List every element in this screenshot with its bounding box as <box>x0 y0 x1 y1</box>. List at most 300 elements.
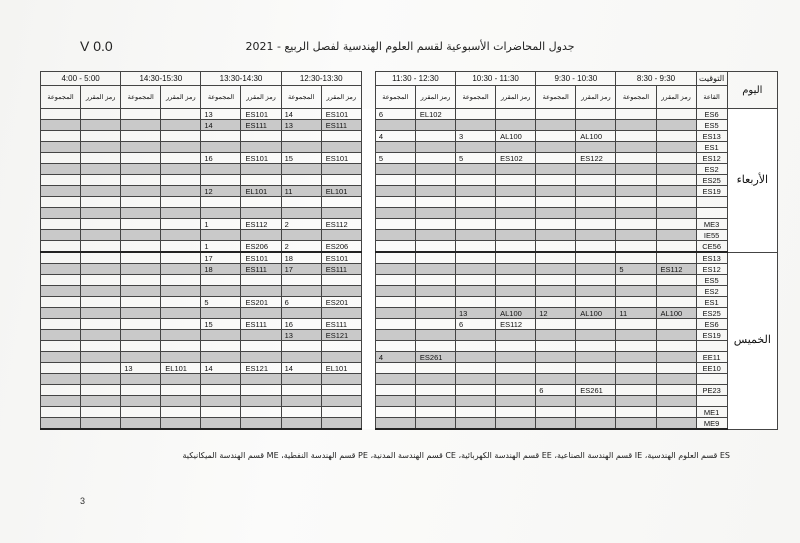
course-code-cell <box>161 418 201 430</box>
group-cell <box>456 197 496 208</box>
column-separator <box>361 264 375 275</box>
group-cell <box>536 352 576 363</box>
course-code-cell <box>496 385 536 396</box>
course-code-cell <box>415 208 455 219</box>
group-cell: 14 <box>201 120 241 131</box>
table-row <box>41 286 778 297</box>
course-code-cell <box>161 252 201 264</box>
table-row <box>41 164 778 175</box>
group-cell <box>201 418 241 430</box>
hall-cell: ES12 <box>696 153 727 164</box>
hall-cell: CE56 <box>696 241 727 253</box>
table-row <box>41 363 778 374</box>
course-code-cell: ES112 <box>241 219 281 230</box>
group-cell <box>375 396 415 407</box>
time-slot-header: 9:30 - 10:30 <box>536 72 616 86</box>
group-cell <box>201 308 241 319</box>
course-code-cell <box>656 164 696 175</box>
table-row <box>41 396 778 407</box>
group-cell <box>616 341 656 352</box>
course-code-cell <box>415 374 455 385</box>
group-cell <box>616 319 656 330</box>
course-code-cell <box>496 374 536 385</box>
group-cell <box>201 230 241 241</box>
course-code-column-header: رمز المقرر <box>496 86 536 109</box>
group-cell <box>201 197 241 208</box>
course-code-column-header: رمز المقرر <box>241 86 281 109</box>
hall-cell <box>696 208 727 219</box>
course-code-cell: ES111 <box>241 264 281 275</box>
group-cell <box>616 374 656 385</box>
course-code-cell <box>496 186 536 197</box>
group-cell <box>121 374 161 385</box>
group-cell <box>281 164 321 175</box>
course-code-cell <box>656 363 696 374</box>
table-row <box>41 341 778 352</box>
column-separator <box>361 208 375 219</box>
course-code-cell <box>161 142 201 153</box>
course-code-cell <box>241 230 281 241</box>
group-cell <box>41 197 81 208</box>
hall-cell: ES5 <box>696 120 727 131</box>
time-slot-header: 13:30-14:30 <box>201 72 281 86</box>
group-cell <box>121 418 161 430</box>
course-code-cell <box>81 208 121 219</box>
course-code-cell <box>415 297 455 308</box>
group-cell <box>41 407 81 418</box>
course-code-cell <box>81 186 121 197</box>
column-label-header-row <box>41 86 778 109</box>
hall-cell <box>696 374 727 385</box>
course-code-cell <box>576 264 616 275</box>
group-cell <box>281 308 321 319</box>
group-cell <box>121 264 161 275</box>
course-code-cell: ES101 <box>241 109 281 120</box>
hall-cell: ES19 <box>696 186 727 197</box>
column-separator <box>361 175 375 186</box>
course-code-cell: EL101 <box>321 186 361 197</box>
group-cell <box>375 330 415 341</box>
course-code-cell: ES121 <box>321 330 361 341</box>
table-row <box>41 142 778 153</box>
course-code-cell <box>321 175 361 186</box>
group-cell <box>281 374 321 385</box>
course-code-cell <box>321 164 361 175</box>
hall-cell: ME9 <box>696 418 727 430</box>
group-cell <box>616 363 656 374</box>
table-row <box>41 385 778 396</box>
course-code-cell <box>81 385 121 396</box>
course-code-cell <box>241 131 281 142</box>
course-code-cell: ES112 <box>496 319 536 330</box>
group-cell <box>456 396 496 407</box>
course-code-cell <box>81 164 121 175</box>
group-cell <box>281 286 321 297</box>
course-code-cell <box>656 407 696 418</box>
course-code-cell <box>656 352 696 363</box>
course-code-cell <box>241 341 281 352</box>
group-cell <box>536 275 576 286</box>
group-cell: 13 <box>121 363 161 374</box>
group-cell <box>201 385 241 396</box>
group-cell <box>281 407 321 418</box>
course-code-cell <box>496 396 536 407</box>
course-code-cell: ES111 <box>321 120 361 131</box>
course-code-column-header: رمز المقرر <box>81 86 121 109</box>
column-separator <box>361 363 375 374</box>
course-code-cell: ES102 <box>496 153 536 164</box>
group-cell <box>201 175 241 186</box>
group-cell <box>375 230 415 241</box>
group-cell <box>456 341 496 352</box>
group-column-header: المجموعة <box>41 86 81 109</box>
group-cell <box>536 374 576 385</box>
group-cell <box>121 407 161 418</box>
course-code-cell <box>161 241 201 253</box>
group-cell <box>375 286 415 297</box>
group-cell <box>616 142 656 153</box>
group-cell <box>201 131 241 142</box>
course-code-cell <box>656 418 696 430</box>
group-cell <box>616 330 656 341</box>
group-cell <box>375 252 415 264</box>
group-cell: 13 <box>456 308 496 319</box>
group-cell <box>375 142 415 153</box>
group-cell <box>375 363 415 374</box>
column-separator <box>361 275 375 286</box>
column-separator <box>361 407 375 418</box>
course-code-cell: ES111 <box>321 319 361 330</box>
page-title: جدول المحاضرات الأسبوعية لقسم العلوم الهندسية لفصل الربيع - 2021 <box>245 40 575 53</box>
course-code-column-header: رمز المقرر <box>161 86 201 109</box>
course-code-cell <box>161 275 201 286</box>
group-cell <box>201 341 241 352</box>
course-code-cell <box>576 275 616 286</box>
course-code-cell <box>496 109 536 120</box>
group-cell <box>456 363 496 374</box>
course-code-cell <box>81 407 121 418</box>
group-cell <box>456 252 496 264</box>
group-cell <box>121 164 161 175</box>
group-cell <box>536 142 576 153</box>
course-code-cell <box>496 407 536 418</box>
course-code-cell <box>496 341 536 352</box>
table-row <box>41 175 778 186</box>
course-code-cell <box>496 418 536 430</box>
table-row <box>41 252 778 264</box>
course-code-cell <box>241 385 281 396</box>
course-code-cell: ES201 <box>321 297 361 308</box>
course-code-cell <box>496 252 536 264</box>
column-separator <box>361 241 375 253</box>
course-code-cell: ES201 <box>241 297 281 308</box>
group-cell <box>536 175 576 186</box>
group-cell <box>456 385 496 396</box>
group-cell: 14 <box>281 109 321 120</box>
hall-cell: ES19 <box>696 330 727 341</box>
course-code-cell <box>496 230 536 241</box>
group-cell <box>281 197 321 208</box>
course-code-column-header: رمز المقرر <box>321 86 361 109</box>
group-cell <box>121 109 161 120</box>
group-cell <box>616 109 656 120</box>
course-code-cell <box>496 275 536 286</box>
group-cell <box>616 297 656 308</box>
course-code-cell <box>496 264 536 275</box>
course-code-cell <box>241 197 281 208</box>
column-separator <box>361 374 375 385</box>
group-cell <box>41 319 81 330</box>
group-cell: 5 <box>616 264 656 275</box>
course-code-cell <box>576 297 616 308</box>
time-label-header: التوقيت <box>696 72 727 86</box>
column-separator <box>361 153 375 164</box>
group-cell <box>121 120 161 131</box>
group-cell: 6 <box>536 385 576 396</box>
group-cell: 16 <box>281 319 321 330</box>
day-cell: الأربعاء <box>727 109 777 253</box>
course-code-cell <box>161 297 201 308</box>
course-code-cell <box>161 153 201 164</box>
course-code-cell <box>161 352 201 363</box>
hall-cell: ES13 <box>696 131 727 142</box>
group-cell <box>41 396 81 407</box>
group-cell <box>536 396 576 407</box>
group-cell <box>375 407 415 418</box>
group-cell: 1 <box>201 219 241 230</box>
group-cell <box>536 341 576 352</box>
course-code-cell <box>241 208 281 219</box>
course-code-cell: AL100 <box>576 308 616 319</box>
course-code-cell <box>656 131 696 142</box>
course-code-cell <box>415 286 455 297</box>
group-cell <box>121 142 161 153</box>
group-cell: 13 <box>201 109 241 120</box>
table-row <box>41 319 778 330</box>
course-code-cell <box>321 407 361 418</box>
course-code-cell <box>321 308 361 319</box>
group-cell <box>121 396 161 407</box>
table-row <box>41 230 778 241</box>
group-cell <box>536 131 576 142</box>
course-code-cell: ES122 <box>576 153 616 164</box>
group-cell: 15 <box>201 319 241 330</box>
group-cell <box>536 418 576 430</box>
course-code-cell <box>656 208 696 219</box>
course-code-cell: ES101 <box>241 153 281 164</box>
group-cell <box>41 264 81 275</box>
group-cell <box>41 374 81 385</box>
course-code-cell: EL101 <box>241 186 281 197</box>
group-cell <box>456 297 496 308</box>
table-row <box>41 264 778 275</box>
course-code-cell <box>161 197 201 208</box>
course-code-cell <box>415 330 455 341</box>
group-cell <box>121 131 161 142</box>
course-code-cell <box>576 407 616 418</box>
course-code-cell <box>81 352 121 363</box>
course-code-cell <box>656 275 696 286</box>
table-row <box>41 186 778 197</box>
course-code-cell <box>576 396 616 407</box>
group-column-header: المجموعة <box>375 86 415 109</box>
course-code-cell <box>415 407 455 418</box>
course-code-cell <box>241 330 281 341</box>
course-code-cell <box>161 374 201 385</box>
group-cell: 5 <box>375 153 415 164</box>
course-code-cell <box>161 131 201 142</box>
group-cell <box>536 252 576 264</box>
column-separator <box>361 131 375 142</box>
group-cell <box>456 407 496 418</box>
group-cell: 1 <box>201 241 241 253</box>
course-code-cell <box>415 219 455 230</box>
course-code-cell <box>81 396 121 407</box>
table-row <box>41 352 778 363</box>
course-code-cell <box>576 219 616 230</box>
group-cell <box>41 153 81 164</box>
course-code-cell <box>656 153 696 164</box>
course-code-cell <box>161 330 201 341</box>
group-cell <box>201 352 241 363</box>
group-cell: 12 <box>201 186 241 197</box>
hall-cell <box>696 396 727 407</box>
group-cell: 13 <box>281 330 321 341</box>
course-code-cell <box>241 396 281 407</box>
table-row <box>41 330 778 341</box>
course-code-cell <box>241 418 281 430</box>
group-cell <box>121 275 161 286</box>
column-separator <box>361 252 375 264</box>
course-code-cell <box>321 197 361 208</box>
group-cell: 3 <box>456 131 496 142</box>
group-cell <box>375 319 415 330</box>
group-cell <box>375 208 415 219</box>
table-row <box>41 219 778 230</box>
course-code-cell <box>656 230 696 241</box>
course-code-cell <box>656 197 696 208</box>
course-code-cell <box>321 418 361 430</box>
course-code-cell <box>656 396 696 407</box>
course-code-cell <box>81 197 121 208</box>
group-cell <box>121 219 161 230</box>
group-cell <box>41 241 81 253</box>
group-cell <box>201 396 241 407</box>
group-column-header: المجموعة <box>201 86 241 109</box>
group-cell <box>281 418 321 430</box>
course-code-cell <box>656 120 696 131</box>
group-cell <box>375 186 415 197</box>
group-cell <box>616 252 656 264</box>
course-code-cell <box>415 308 455 319</box>
group-cell <box>536 286 576 297</box>
group-cell <box>375 219 415 230</box>
group-cell <box>616 153 656 164</box>
group-cell <box>536 120 576 131</box>
group-cell: 13 <box>281 120 321 131</box>
course-code-cell <box>161 341 201 352</box>
course-code-cell: EL102 <box>415 109 455 120</box>
course-code-cell <box>415 385 455 396</box>
course-code-cell <box>656 297 696 308</box>
course-code-cell <box>241 407 281 418</box>
group-cell <box>456 241 496 253</box>
column-separator <box>361 341 375 352</box>
hall-cell: ES12 <box>696 264 727 275</box>
hall-cell: ES6 <box>696 109 727 120</box>
course-code-cell <box>81 264 121 275</box>
course-code-cell <box>81 131 121 142</box>
group-cell <box>121 208 161 219</box>
group-cell <box>536 407 576 418</box>
course-code-cell <box>81 297 121 308</box>
column-separator <box>361 120 375 131</box>
course-code-cell <box>415 363 455 374</box>
course-code-cell <box>576 230 616 241</box>
course-code-column-header: رمز المقرر <box>576 86 616 109</box>
hall-cell <box>696 341 727 352</box>
course-code-cell <box>576 352 616 363</box>
course-code-cell <box>161 264 201 275</box>
group-cell: 6 <box>375 109 415 120</box>
group-cell: 2 <box>281 241 321 253</box>
group-cell <box>41 308 81 319</box>
course-code-cell <box>496 142 536 153</box>
column-separator <box>361 230 375 241</box>
group-cell <box>41 330 81 341</box>
group-cell <box>121 175 161 186</box>
group-cell <box>201 275 241 286</box>
group-cell <box>536 230 576 241</box>
hall-cell <box>696 197 727 208</box>
group-cell <box>456 142 496 153</box>
group-cell <box>456 219 496 230</box>
course-code-cell <box>241 286 281 297</box>
hall-cell: ES13 <box>696 252 727 264</box>
course-code-cell <box>415 230 455 241</box>
group-cell: 6 <box>281 297 321 308</box>
course-code-cell <box>656 219 696 230</box>
course-code-cell <box>241 142 281 153</box>
course-code-cell <box>576 164 616 175</box>
course-code-cell <box>321 208 361 219</box>
group-cell <box>41 385 81 396</box>
group-cell <box>121 286 161 297</box>
group-cell: 15 <box>281 153 321 164</box>
course-code-cell <box>576 208 616 219</box>
course-code-cell <box>241 175 281 186</box>
course-code-cell <box>321 341 361 352</box>
column-separator <box>361 385 375 396</box>
group-cell <box>281 275 321 286</box>
course-code-cell: AL100 <box>496 131 536 142</box>
group-cell <box>121 319 161 330</box>
course-code-cell: ES111 <box>241 120 281 131</box>
course-code-cell <box>415 142 455 153</box>
group-cell <box>375 374 415 385</box>
group-cell <box>616 219 656 230</box>
course-code-cell <box>496 363 536 374</box>
group-cell <box>616 208 656 219</box>
hall-cell: IE55 <box>696 230 727 241</box>
group-cell <box>536 219 576 230</box>
group-cell <box>375 241 415 253</box>
course-code-cell <box>656 286 696 297</box>
group-cell <box>616 352 656 363</box>
table-row <box>41 308 778 319</box>
table-row <box>41 418 778 430</box>
group-cell <box>281 396 321 407</box>
